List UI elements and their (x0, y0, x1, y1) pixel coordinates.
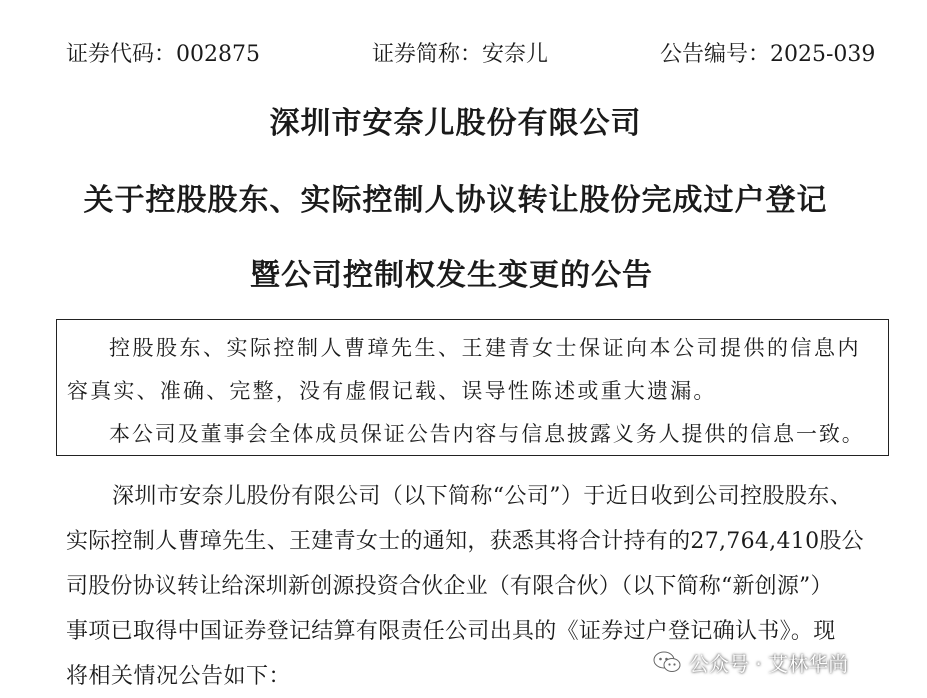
wechat-icon (653, 651, 681, 673)
body-paragraph-line: 实际控制人曹璋先生、王建青女士的通知，获悉其将合计持有的27,764,410股公 (66, 529, 864, 554)
disclosure-notice-box (56, 319, 889, 456)
announcement-number: 公告编号：2025-039 (660, 42, 876, 67)
notice-line: 本公司及董事会全体成员保证公告内容与信息披露义务人提供的信息一致。 (109, 422, 865, 446)
notice-line: 容真实、准确、完整，没有虚假记载、误导性陈述或重大遗漏。 (67, 379, 717, 403)
notice-line: 控股股东、实际控制人曹璋先生、王建青女士保证向本公司提供的信息内 (109, 336, 861, 360)
body-paragraph-line: 事项已取得中国证券登记结算有限责任公司出具的《证券过户登记确认书》。现 (66, 619, 836, 644)
body-paragraph-line: 将相关情况公告如下： (66, 664, 292, 689)
body-paragraph-line: 深圳市安奈儿股份有限公司（以下简称“公司”）于近日收到公司控股股东、 (112, 484, 853, 509)
watermark-text: 公众号 · 艾林华尚 (689, 651, 849, 676)
stock-short-name: 证券简称：安奈儿 (372, 42, 549, 67)
stock-code: 证券代码：002875 (66, 42, 260, 67)
announcement-title-line1: 关于控股股东、实际控制人协议转让股份完成过户登记 (83, 183, 828, 218)
company-title: 深圳市安奈儿股份有限公司 (269, 106, 642, 141)
announcement-title-line2: 暨公司控制权发生变更的公告 (250, 258, 653, 293)
body-paragraph-line: 司股份协议转让给深圳新创源投资合伙企业（有限合伙）（以下简称“新创源”） (66, 574, 833, 599)
wechat-watermark (653, 646, 848, 678)
